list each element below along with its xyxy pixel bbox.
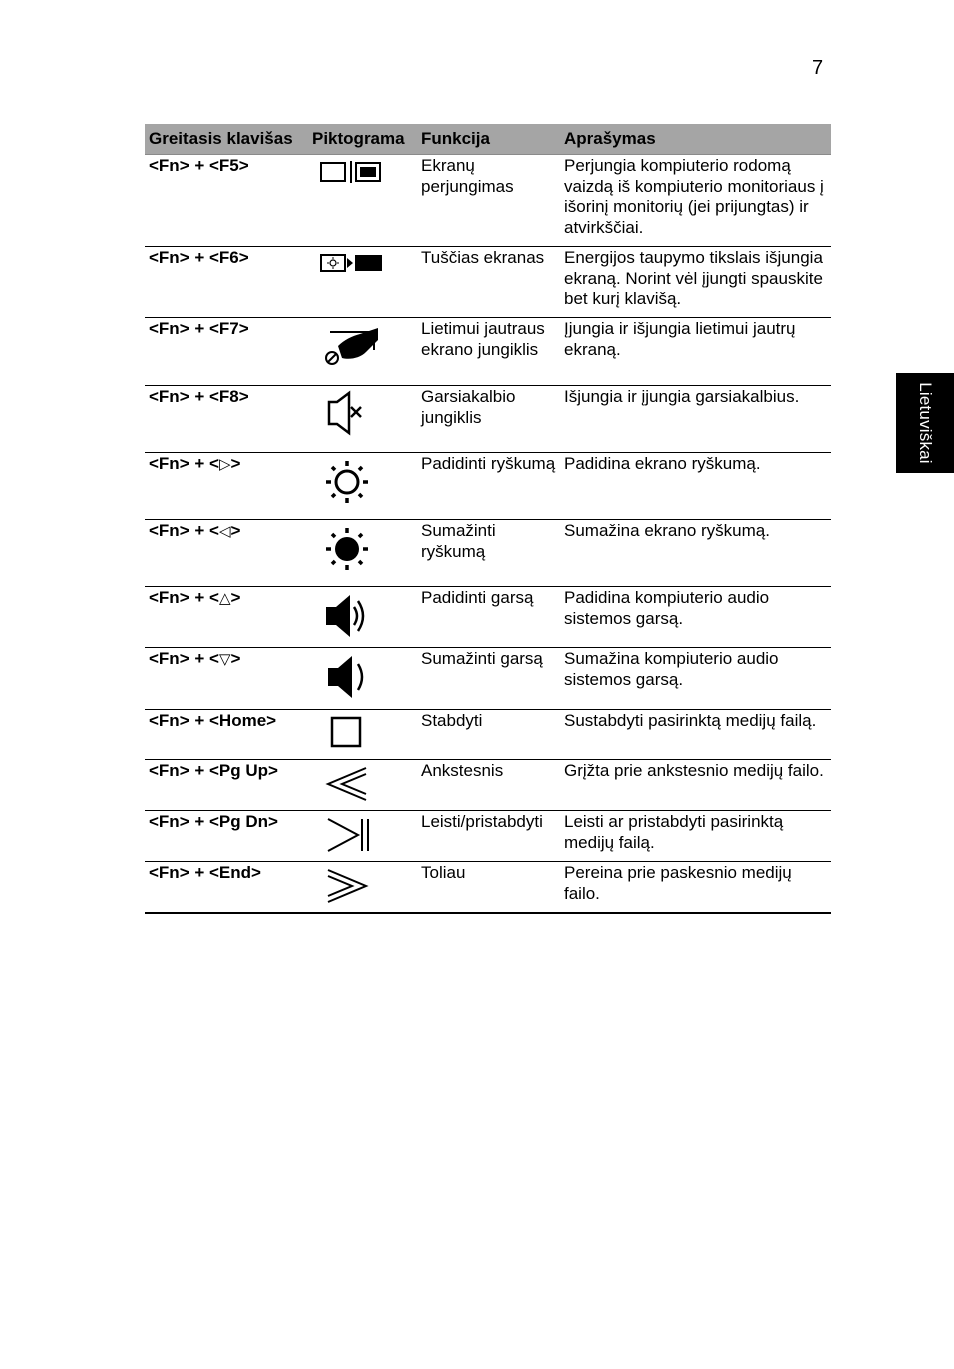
icon-cell — [308, 862, 417, 913]
description-cell: Sumažina ekrano ryškumą. — [560, 520, 831, 587]
icon-cell — [308, 386, 417, 453]
hotkey-cell: <Fn> + <△> — [145, 587, 308, 648]
function-cell: Ankstesnis — [417, 760, 560, 811]
description-cell: Energijos taupymo tikslais išjungia ekraną. Norint vėl įjungti spauskite bet kurį klavišą. — [560, 247, 831, 318]
header-description: Aprašymas — [560, 124, 831, 155]
description-cell: Išjungia ir įjungia garsiakalbius. — [560, 386, 831, 453]
speaker-mute-icon — [320, 390, 382, 436]
icon-cell — [308, 155, 417, 247]
function-cell: Leisti/pristabdyti — [417, 811, 560, 862]
header-icon: Piktograma — [308, 124, 417, 155]
brightness-up-icon — [320, 457, 382, 507]
hotkey-table — [145, 124, 831, 914]
table-row — [145, 318, 831, 386]
description-cell: Padidina kompiuterio audio sistemos garsą. — [560, 587, 831, 648]
language-tab-label: Lietuviškai — [916, 382, 935, 464]
screen-blank-icon — [320, 251, 384, 275]
hotkey-cell: <Fn> + <Pg Dn> — [145, 811, 308, 862]
table-row — [145, 520, 831, 587]
stop-icon — [320, 714, 382, 754]
description-cell: Įjungia ir išjungia lietimui jautrų ekraną. — [560, 318, 831, 386]
next-track-icon — [320, 866, 382, 906]
hotkey-cell: <Fn> + <◁> — [145, 520, 308, 587]
function-cell: Lietimui jautraus ekrano jungiklis — [417, 318, 560, 386]
hotkey-cell: <Fn> + <▷> — [145, 453, 308, 520]
table-row — [145, 648, 831, 710]
description-cell: Leisti ar pristabdyti pasirinktą medijų failą. — [560, 811, 831, 862]
icon-cell — [308, 318, 417, 386]
function-cell: Toliau — [417, 862, 560, 913]
function-cell: Padidinti ryškumą — [417, 453, 560, 520]
table-row — [145, 710, 831, 760]
table-row — [145, 587, 831, 648]
hotkey-cell: <Fn> + <F8> — [145, 386, 308, 453]
description-cell: Pereina prie paskesnio medijų failo. — [560, 862, 831, 913]
function-cell: Ekranų perjungimas — [417, 155, 560, 247]
hotkey-cell: <Fn> + <F5> — [145, 155, 308, 247]
header-function: Funkcija — [417, 124, 560, 155]
icon-cell — [308, 520, 417, 587]
touchscreen-toggle-icon — [320, 322, 382, 368]
table-row — [145, 155, 831, 247]
table-header-row — [145, 124, 831, 155]
volume-down-icon — [320, 652, 382, 702]
function-cell: Padidinti garsą — [417, 587, 560, 648]
icon-cell — [308, 710, 417, 760]
function-cell: Tuščias ekranas — [417, 247, 560, 318]
table-row — [145, 760, 831, 811]
left-arrow-key-symbol: ◁ — [218, 523, 231, 540]
description-cell: Grįžta prie ankstesnio medijų failo. — [560, 760, 831, 811]
icon-cell — [308, 811, 417, 862]
description-cell: Sustabdyti pasirinktą medijų failą. — [560, 710, 831, 760]
description-cell: Perjungia kompiuterio rodomą vaizdą iš kompiuterio monitoriaus į išorinį monitorių (jei prijungtas) ir atvirkščiai. — [560, 155, 831, 247]
header-hotkey: Greitasis klavišas — [145, 124, 308, 155]
display-toggle-icon — [320, 159, 382, 185]
description-cell: Sumažina kompiuterio audio sistemos garsą. — [560, 648, 831, 710]
table-row — [145, 453, 831, 520]
icon-cell — [308, 247, 417, 318]
table-row — [145, 247, 831, 318]
play-pause-icon — [320, 815, 382, 855]
down-arrow-key-symbol: ▽ — [218, 651, 231, 668]
function-cell: Sumažinti garsą — [417, 648, 560, 710]
hotkey-cell: <Fn> + <Pg Up> — [145, 760, 308, 811]
icon-cell — [308, 760, 417, 811]
language-tab — [896, 373, 954, 473]
hotkey-cell: <Fn> + <Home> — [145, 710, 308, 760]
description-cell: Padidina ekrano ryškumą. — [560, 453, 831, 520]
hotkey-cell: <Fn> + <F6> — [145, 247, 308, 318]
right-arrow-key-symbol: ▷ — [218, 456, 231, 473]
hotkey-cell: <Fn> + <▽> — [145, 648, 308, 710]
hotkey-cell: <Fn> + <End> — [145, 862, 308, 913]
table-row — [145, 386, 831, 453]
volume-up-icon — [320, 591, 382, 641]
page-number: 7 — [812, 57, 824, 79]
function-cell: Stabdyti — [417, 710, 560, 760]
function-cell: Sumažinti ryškumą — [417, 520, 560, 587]
table-row — [145, 862, 831, 913]
table-row — [145, 811, 831, 862]
icon-cell — [308, 648, 417, 710]
icon-cell — [308, 453, 417, 520]
hotkey-cell: <Fn> + <F7> — [145, 318, 308, 386]
function-cell: Garsiakalbio jungiklis — [417, 386, 560, 453]
icon-cell — [308, 587, 417, 648]
brightness-down-icon — [320, 524, 382, 574]
previous-track-icon — [320, 764, 382, 804]
up-arrow-key-symbol: △ — [218, 590, 231, 607]
